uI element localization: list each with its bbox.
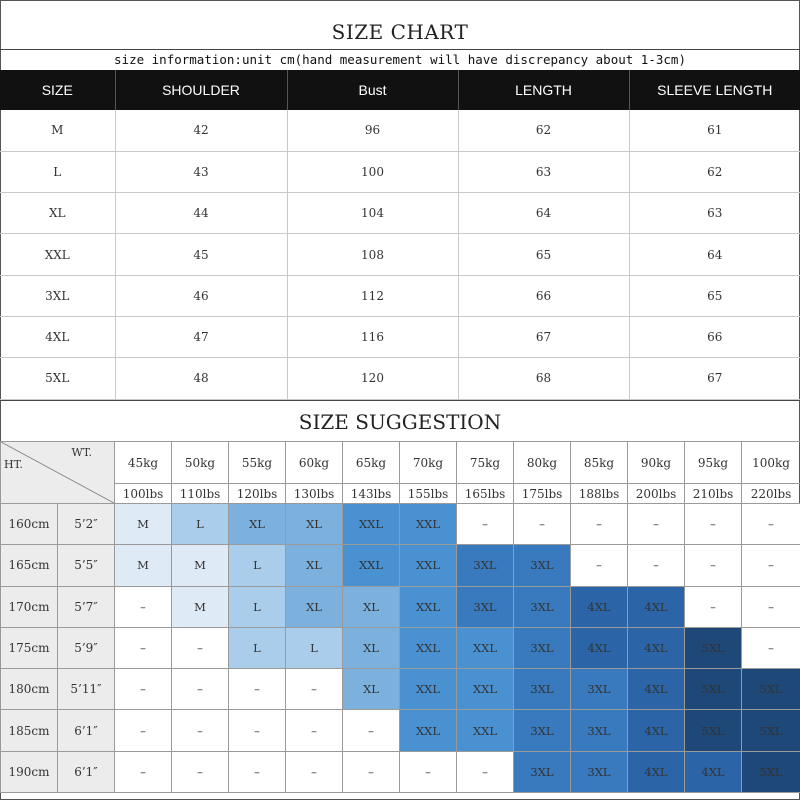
size-suggestion-body [1, 442, 800, 793]
suggested-size-cell: – [343, 710, 400, 751]
cell-sleeve-length: 63 [629, 193, 800, 234]
suggested-size-cell: 4XL [628, 751, 685, 792]
suggestion-row [1, 751, 800, 792]
suggested-size-cell: – [628, 545, 685, 586]
height-cm: 175cm [1, 627, 58, 668]
cell-sleeve-length: 64 [629, 234, 800, 275]
size-suggestion-table [0, 441, 800, 793]
weight-kg-header: 90kg [628, 442, 685, 484]
cell-shoulder: 47 [115, 316, 287, 357]
suggested-size-cell: XXL [400, 545, 457, 586]
suggestion-row [1, 669, 800, 710]
suggested-size-cell: – [400, 751, 457, 792]
weight-lbs-header: 110lbs [172, 484, 229, 504]
height-cm: 165cm [1, 545, 58, 586]
cell-length: 66 [458, 275, 629, 316]
height-ft: 5’7″ [58, 586, 115, 627]
suggested-size-cell: – [172, 710, 229, 751]
suggested-size-cell: 4XL [628, 586, 685, 627]
height-cm: 160cm [1, 504, 58, 545]
size-chart-row [0, 110, 800, 151]
weight-kg-header: 100kg [742, 442, 800, 484]
suggested-size-cell: – [571, 545, 628, 586]
cell-shoulder: 45 [115, 234, 287, 275]
suggested-size-cell: – [115, 710, 172, 751]
suggested-size-cell: 4XL [628, 710, 685, 751]
size-chart-body [0, 110, 800, 399]
suggested-size-cell: XXL [400, 669, 457, 710]
suggested-size-cell: M [115, 504, 172, 545]
cell-length: 62 [458, 110, 629, 151]
corner-diagonal [1, 442, 114, 503]
height-cm: 180cm [1, 669, 58, 710]
header-size: SIZE [0, 70, 115, 110]
suggested-size-cell: 4XL [571, 627, 628, 668]
cell-bust: 96 [287, 110, 458, 151]
suggested-size-cell: L [229, 586, 286, 627]
suggested-size-cell: XXL [400, 710, 457, 751]
suggested-size-cell: – [457, 504, 514, 545]
suggested-size-cell: 3XL [514, 627, 571, 668]
suggested-size-cell: – [685, 504, 742, 545]
cell-shoulder: 46 [115, 275, 287, 316]
suggestion-row [1, 545, 800, 586]
height-ft: 6’1″ [58, 751, 115, 792]
cell-length: 63 [458, 151, 629, 192]
suggested-size-cell: XXL [457, 710, 514, 751]
suggested-size-cell: XL [286, 545, 343, 586]
suggested-size-cell: – [343, 751, 400, 792]
weight-kg-header: 95kg [685, 442, 742, 484]
suggested-size-cell: L [229, 627, 286, 668]
suggested-size-cell: XXL [457, 627, 514, 668]
height-ft: 5’9″ [58, 627, 115, 668]
weight-kg-header: 70kg [400, 442, 457, 484]
suggested-size-cell: XXL [343, 545, 400, 586]
suggested-size-cell: – [115, 751, 172, 792]
suggested-size-cell: M [115, 545, 172, 586]
size-chart-row [0, 151, 800, 192]
cell-size: M [0, 110, 115, 151]
height-weight-corner [1, 442, 115, 504]
weight-lbs-header: 130lbs [286, 484, 343, 504]
cell-shoulder: 42 [115, 110, 287, 151]
weight-lbs-header: 155lbs [400, 484, 457, 504]
header-shoulder: SHOULDER [115, 70, 287, 110]
weight-kg-header: 85kg [571, 442, 628, 484]
suggestion-row [1, 710, 800, 751]
suggested-size-cell: 5XL [742, 669, 800, 710]
suggested-size-cell: – [172, 669, 229, 710]
weight-kg-header: 75kg [457, 442, 514, 484]
suggested-size-cell: – [571, 504, 628, 545]
weight-kg-header: 60kg [286, 442, 343, 484]
suggested-size-cell: – [685, 586, 742, 627]
weight-axis-label: WT. [71, 446, 92, 459]
suggested-size-cell: L [286, 627, 343, 668]
suggested-size-cell: – [286, 669, 343, 710]
cell-shoulder: 43 [115, 151, 287, 192]
weight-lbs-header: 220lbs [742, 484, 800, 504]
suggested-size-cell: – [172, 627, 229, 668]
suggested-size-cell: XXL [457, 669, 514, 710]
weight-lbs-header: 175lbs [514, 484, 571, 504]
suggestion-row [1, 586, 800, 627]
weight-kg-header: 65kg [343, 442, 400, 484]
weight-lbs-header: 188lbs [571, 484, 628, 504]
weight-lbs-header: 200lbs [628, 484, 685, 504]
header-length: LENGTH [458, 70, 629, 110]
height-ft: 5’11″ [58, 669, 115, 710]
cell-bust: 108 [287, 234, 458, 275]
height-cm: 185cm [1, 710, 58, 751]
suggested-size-cell: XL [229, 504, 286, 545]
height-cm: 170cm [1, 586, 58, 627]
size-chart-header-row [0, 70, 800, 110]
cell-bust: 112 [287, 275, 458, 316]
cell-length: 68 [458, 358, 629, 399]
weight-kg-row [1, 442, 800, 484]
height-cm: 190cm [1, 751, 58, 792]
cell-length: 64 [458, 193, 629, 234]
suggested-size-cell: – [742, 545, 800, 586]
weight-lbs-header: 120lbs [229, 484, 286, 504]
cell-sleeve-length: 67 [629, 358, 800, 399]
suggested-size-cell: – [457, 751, 514, 792]
weight-kg-header: 80kg [514, 442, 571, 484]
suggested-size-cell: XL [343, 669, 400, 710]
suggested-size-cell: 3XL [571, 710, 628, 751]
cell-length: 65 [458, 234, 629, 275]
suggested-size-cell: 3XL [514, 586, 571, 627]
size-chart-row [0, 358, 800, 399]
suggested-size-cell: 4XL [685, 751, 742, 792]
height-ft: 6’1″ [58, 710, 115, 751]
suggested-size-cell: 3XL [457, 545, 514, 586]
weight-lbs-header: 165lbs [457, 484, 514, 504]
suggested-size-cell: – [628, 504, 685, 545]
weight-lbs-header: 143lbs [343, 484, 400, 504]
suggested-size-cell: 5XL [685, 669, 742, 710]
cell-sleeve-length: 66 [629, 316, 800, 357]
size-chart-row [0, 275, 800, 316]
cell-size: L [0, 151, 115, 192]
suggested-size-cell: 4XL [571, 586, 628, 627]
size-chart-title: SIZE CHART [331, 20, 469, 44]
height-axis-label: HT. [4, 458, 23, 471]
suggested-size-cell: XL [343, 627, 400, 668]
size-chart-note: size information:unit cm(hand measurement will have discrepancy about 1-3cm) [114, 52, 686, 67]
cell-shoulder: 48 [115, 358, 287, 399]
cell-bust: 104 [287, 193, 458, 234]
height-ft: 5’5″ [58, 545, 115, 586]
suggested-size-cell: 5XL [685, 627, 742, 668]
suggested-size-cell: – [742, 504, 800, 545]
header-bust: Bust [287, 70, 458, 110]
weight-lbs-row [1, 484, 800, 504]
weight-kg-header: 50kg [172, 442, 229, 484]
suggested-size-cell: – [286, 751, 343, 792]
suggested-size-cell: M [172, 586, 229, 627]
weight-kg-header: 55kg [229, 442, 286, 484]
size-chart-table [0, 70, 800, 400]
cell-size: XXL [0, 234, 115, 275]
suggested-size-cell: 3XL [457, 586, 514, 627]
suggested-size-cell: 3XL [514, 545, 571, 586]
size-chart-row [0, 234, 800, 275]
suggested-size-cell: 3XL [514, 669, 571, 710]
cell-size: 4XL [0, 316, 115, 357]
suggested-size-cell: 3XL [571, 751, 628, 792]
height-ft: 5’2″ [58, 504, 115, 545]
suggested-size-cell: – [286, 710, 343, 751]
cell-size: 3XL [0, 275, 115, 316]
suggested-size-cell: – [742, 586, 800, 627]
suggested-size-cell: 3XL [514, 751, 571, 792]
size-suggestion-title: SIZE SUGGESTION [298, 410, 502, 434]
cell-bust: 120 [287, 358, 458, 399]
suggested-size-cell: – [115, 669, 172, 710]
suggested-size-cell: – [229, 710, 286, 751]
suggested-size-cell: – [229, 669, 286, 710]
suggested-size-cell: XL [286, 586, 343, 627]
cell-sleeve-length: 62 [629, 151, 800, 192]
suggested-size-cell: – [742, 627, 800, 668]
suggested-size-cell: XL [343, 586, 400, 627]
weight-lbs-header: 100lbs [115, 484, 172, 504]
cell-bust: 100 [287, 151, 458, 192]
suggested-size-cell: XXL [400, 627, 457, 668]
cell-size: 5XL [0, 358, 115, 399]
suggested-size-cell: 3XL [571, 669, 628, 710]
suggested-size-cell: – [115, 586, 172, 627]
suggested-size-cell: XXL [343, 504, 400, 545]
cell-bust: 116 [287, 316, 458, 357]
suggested-size-cell: 5XL [742, 710, 800, 751]
suggestion-row [1, 627, 800, 668]
suggested-size-cell: XL [286, 504, 343, 545]
size-chart-row [0, 193, 800, 234]
suggested-size-cell: 5XL [685, 710, 742, 751]
header-sleeve-length: SLEEVE LENGTH [629, 70, 800, 110]
suggested-size-cell: L [229, 545, 286, 586]
suggested-size-cell: 4XL [628, 627, 685, 668]
suggested-size-cell: XXL [400, 586, 457, 627]
cell-sleeve-length: 61 [629, 110, 800, 151]
suggested-size-cell: M [172, 545, 229, 586]
cell-shoulder: 44 [115, 193, 287, 234]
suggestion-row [1, 504, 800, 545]
suggested-size-cell: – [115, 627, 172, 668]
weight-lbs-header: 210lbs [685, 484, 742, 504]
suggested-size-cell: XXL [400, 504, 457, 545]
suggested-size-cell: – [229, 751, 286, 792]
suggested-size-cell: L [172, 504, 229, 545]
cell-sleeve-length: 65 [629, 275, 800, 316]
suggested-size-cell: – [685, 545, 742, 586]
cell-size: XL [0, 193, 115, 234]
weight-kg-header: 45kg [115, 442, 172, 484]
suggested-size-cell: 3XL [514, 710, 571, 751]
suggested-size-cell: – [172, 751, 229, 792]
suggested-size-cell: 5XL [742, 751, 800, 792]
cell-length: 67 [458, 316, 629, 357]
size-chart-row [0, 316, 800, 357]
suggested-size-cell: 4XL [628, 669, 685, 710]
suggested-size-cell: – [514, 504, 571, 545]
